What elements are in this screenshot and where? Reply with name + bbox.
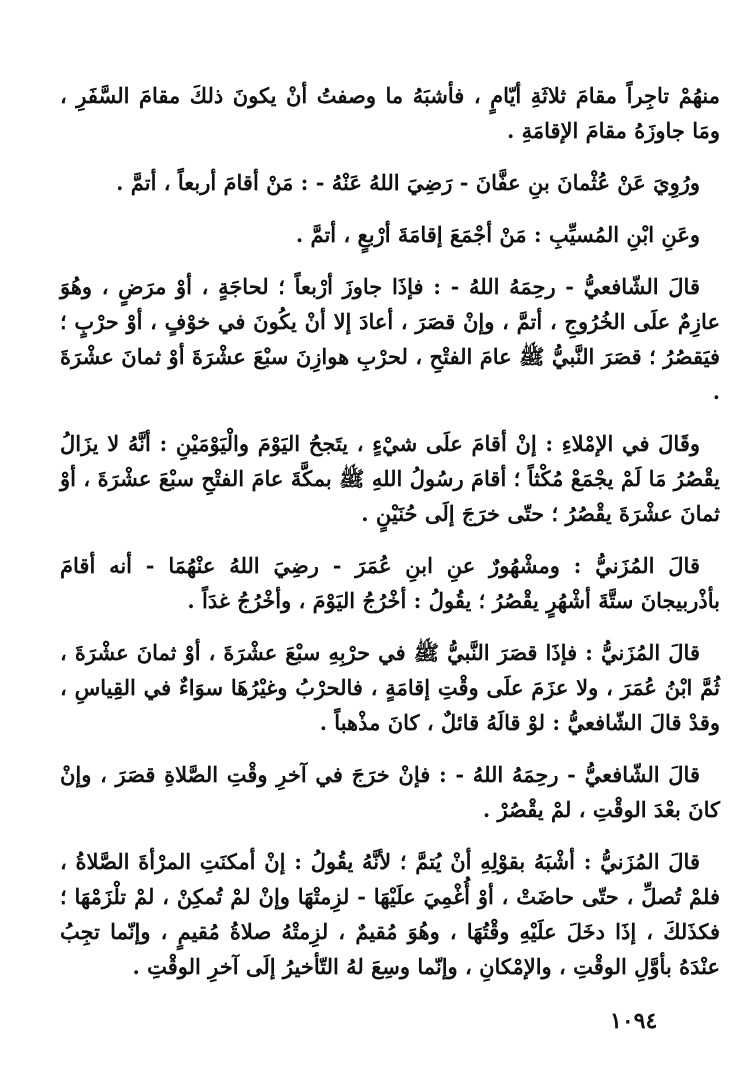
- paragraph-9: قالَ المُزَنيُّ : أشْبَهُ بقوْلِهِ أنْ يُتمَّ ؛ لأنَّهُ يقُولُ : إنْ أمكنَتِ المرْأةَ الصَّلاةُ ، فلمْ تُصلِّ ، حتّى حاضَتْ ، أوْ أُغْمِيَ علَيْهَا - لزِمتْهَا وإنْ لمْ تُمكِنْ ، لمْ تلْزَمْهَا ؛ فكذَلكَ ، إذَا دخَلَ علَيْهِ وقْتُهَا ، وهُوَ مُقيمٌ ، لزِمتْهُ صلاةُ مُقيمٍ ، وإنّما تجِبُ عنْدَهُ بأوَّلِ الوقْتِ ، والإمْكانِ ، وإنّما وسِعَ لهُ التّأخيرُ إلَى آخرِ الوقْتِ .: [60, 849, 721, 979]
- paragraph-7: قالَ المُزَنيُّ : فإذَا قصَرَ النَّبيُّ ﷺ في حرْبِهِ سبْعَ عشْرَةَ ، أوْ ثمانَ عشْرَةَ ، ثُمَّ ابْنُ عُمَرَ ، ولا عزَمَ علَى وقْتِ إقامَةٍ ، فالحرْبُ وغيْرُهَا سوَاءٌ في القِياسِ ، وقدْ قالَ الشّافعيُّ : لوْ قالَهُ قائلٌ ، كانَ مذْهباً .: [60, 640, 720, 735]
- page-number: ١٠٩٤: [610, 1008, 658, 1034]
- paragraph-4: قالَ الشّافعيُّ - رحِمَهُ اللهُ - : فإذَا جاوزَ أرْبعاً ؛ لحاجَةٍ ، أوْ مرَضٍ ، وهُوَ عازِمٌ علَى الخُرُوجِ ، أتمَّ ، وإنْ قصَرَ ، أعادَ إلا أنْ يكُونَ في خوْفٍ ، أوْ حرْبٍ ؛ فيَقصُرُ ؛ قصَرَ النَّبيُّ ﷺ عامَ الفتْحِ ، لحرْبِ هوازِنَ سبْعَ عشْرَةَ أوْ ثمانَ عشْرَةَ .: [60, 274, 720, 404]
- paragraph-2: ورُوِيَ عَنْ عُثْمانَ بنِ عفَّانَ - رَضِيَ اللهُ عَنْهُ - : مَنْ أقامَ أربعاً ، أتمَّ .: [116, 170, 700, 195]
- paragraph-8: قالَ الشّافعيُّ - رحِمَهُ اللهُ - : فإنْ خرَجَ في آخرِ وقْتِ الصَّلاةِ قصَرَ ، وإنْ كانَ بعْدَ الوقْتِ ، لمْ يقْصُرْ .: [60, 762, 720, 822]
- paragraph-1: منهُمْ تاجِراً مقامَ ثلاثَةِ أيّامٍ ، فأشبَهُ ما وصفتُ أنْ يكونَ ذلكَ مقامَ السَّفَرِ ، ومَا جاوزَهُ مقامَ الإقامَةِ .: [60, 83, 720, 143]
- paragraph-3: وعَنِ ابْنِ المُسيِّبِ : مَنْ أجْمَعَ إقامَةَ أرْبعٍ ، أتمَّ .: [295, 222, 700, 247]
- paragraph-5: وقَالَ في الإمْلاءِ : إنْ أقامَ علَى شيْءٍ ، يتَجحُ اليَوْمَ والْيَوْمَيْنِ : أنَّهُ لا يزَالُ يقْصُرُ مَا لَمْ يجْمَعْ مُكْثاً ؛ أقامَ رسُولُ اللهِ ﷺ بمكَّةَ عامَ الفتْحِ سبْعَ عشْرَةَ ، أوْ ثمانَ عشْرَةَ يقْصُرُ ؛ حتّى خرَجَ إلَى حُنَيْنٍ .: [60, 431, 720, 526]
- paragraph-6: قالَ المُزَنيُّ : ومشْهُورٌ عنِ ابنِ عُمَرَ - رضِيَ اللهُ عنْهُمَا - أنه أقامَ بأذْربيجانَ ستَّةَ أشْهُرٍ يقْصُرُ ؛ يقُولُ : أخْرُجُ اليَوْمَ ، وأخْرُجُ غدَاً .: [60, 553, 720, 613]
- page-body: [60, 78, 720, 1001]
